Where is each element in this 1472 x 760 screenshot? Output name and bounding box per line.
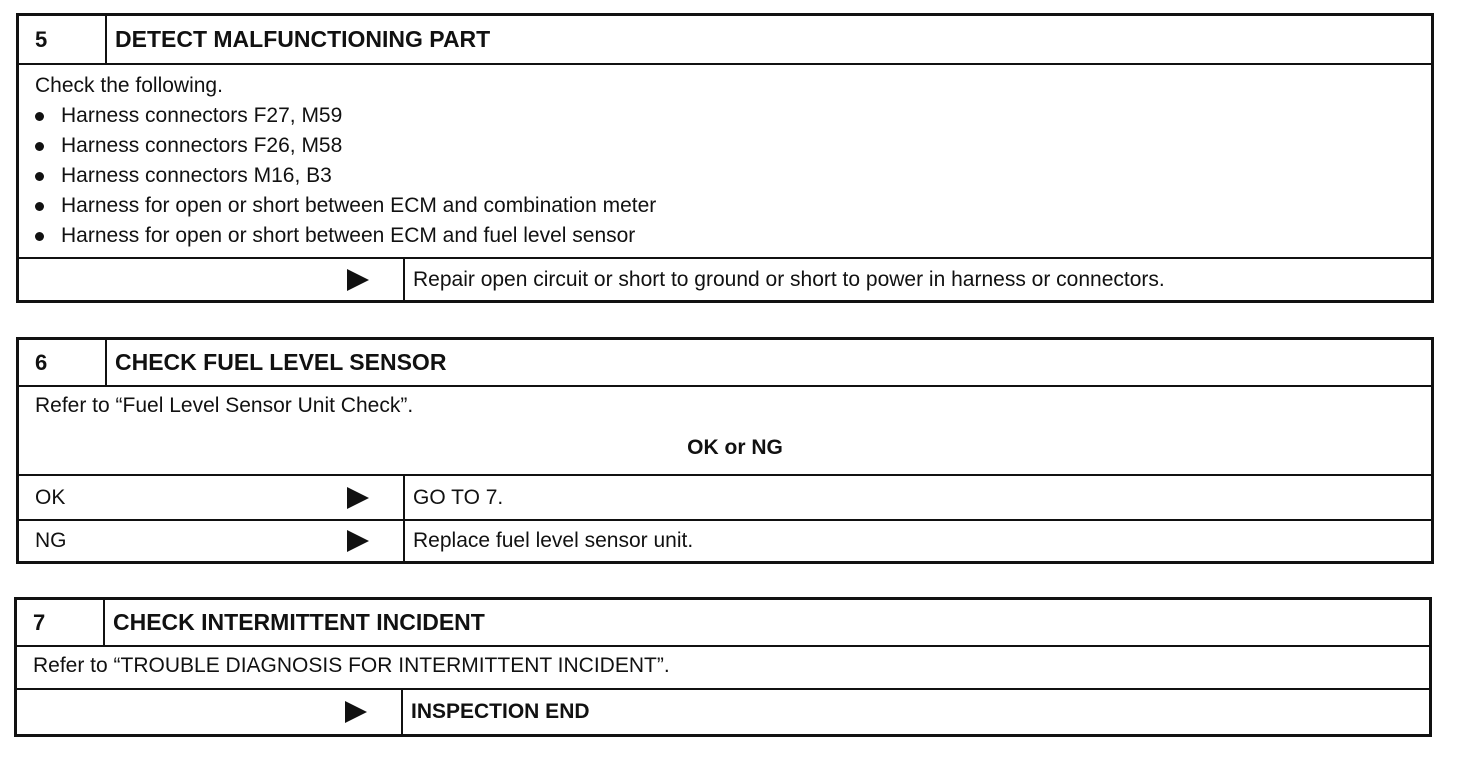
- arrow-right-icon: [347, 269, 369, 291]
- arrow-right-icon: [345, 701, 367, 723]
- step-number: 7: [17, 600, 105, 645]
- bullet-icon: [35, 142, 44, 151]
- step-title: CHECK FUEL LEVEL SENSOR: [115, 349, 447, 375]
- step-6-body: [19, 387, 1431, 476]
- check-list: [35, 101, 1415, 251]
- list-item: Harness for open or short between ECM and fuel level sensor: [35, 221, 1415, 251]
- step-5-body: [19, 65, 1431, 259]
- step-7-box: [14, 597, 1432, 737]
- step-title: CHECK INTERMITTENT INCIDENT: [113, 609, 485, 635]
- list-item: Harness for open or short between ECM and combination meter: [35, 191, 1415, 221]
- result-action: Repair open circuit or short to ground or short to power in harness or connectors.: [413, 267, 1165, 291]
- result-row: [17, 690, 1429, 734]
- bullet-icon: [35, 202, 44, 211]
- step-5-box: [16, 13, 1434, 303]
- step-title: DETECT MALFUNCTIONING PART: [115, 26, 491, 52]
- list-item: Harness connectors M16, B3: [35, 161, 1415, 191]
- intro-text: Check the following.: [35, 74, 223, 97]
- arrow-right-icon: [347, 530, 369, 552]
- result-left-cell: [19, 259, 405, 300]
- bullet-icon: [35, 232, 44, 241]
- result-action: INSPECTION END: [411, 700, 590, 723]
- arrow-right-icon: [347, 487, 369, 509]
- instruction-text: Refer to “TROUBLE DIAGNOSIS FOR INTERMITTENT INCIDENT”.: [33, 654, 670, 677]
- ng-label: NG: [19, 521, 405, 561]
- step-number: 5: [19, 16, 107, 63]
- ng-row: [19, 519, 1431, 561]
- list-item: Harness connectors F26, M58: [35, 131, 1415, 161]
- bullet-icon: [35, 172, 44, 181]
- step-7-header: [17, 600, 1429, 647]
- ok-label: OK: [19, 476, 405, 519]
- step-6-header: [19, 340, 1431, 387]
- step-5-header: [19, 16, 1431, 65]
- ok-action: GO TO 7.: [413, 485, 504, 509]
- decision-label: OK or NG: [687, 436, 783, 459]
- result-row: [19, 259, 1431, 300]
- instruction-text: Refer to “Fuel Level Sensor Unit Check”.: [35, 394, 414, 417]
- ok-row: [19, 476, 1431, 519]
- step-6-box: [16, 337, 1434, 564]
- list-item: Harness connectors F27, M59: [35, 101, 1415, 131]
- step-7-body: [17, 647, 1429, 690]
- step-number: 6: [19, 340, 107, 385]
- result-left-cell: [17, 690, 403, 734]
- bullet-icon: [35, 112, 44, 121]
- ng-action: Replace fuel level sensor unit.: [413, 529, 694, 552]
